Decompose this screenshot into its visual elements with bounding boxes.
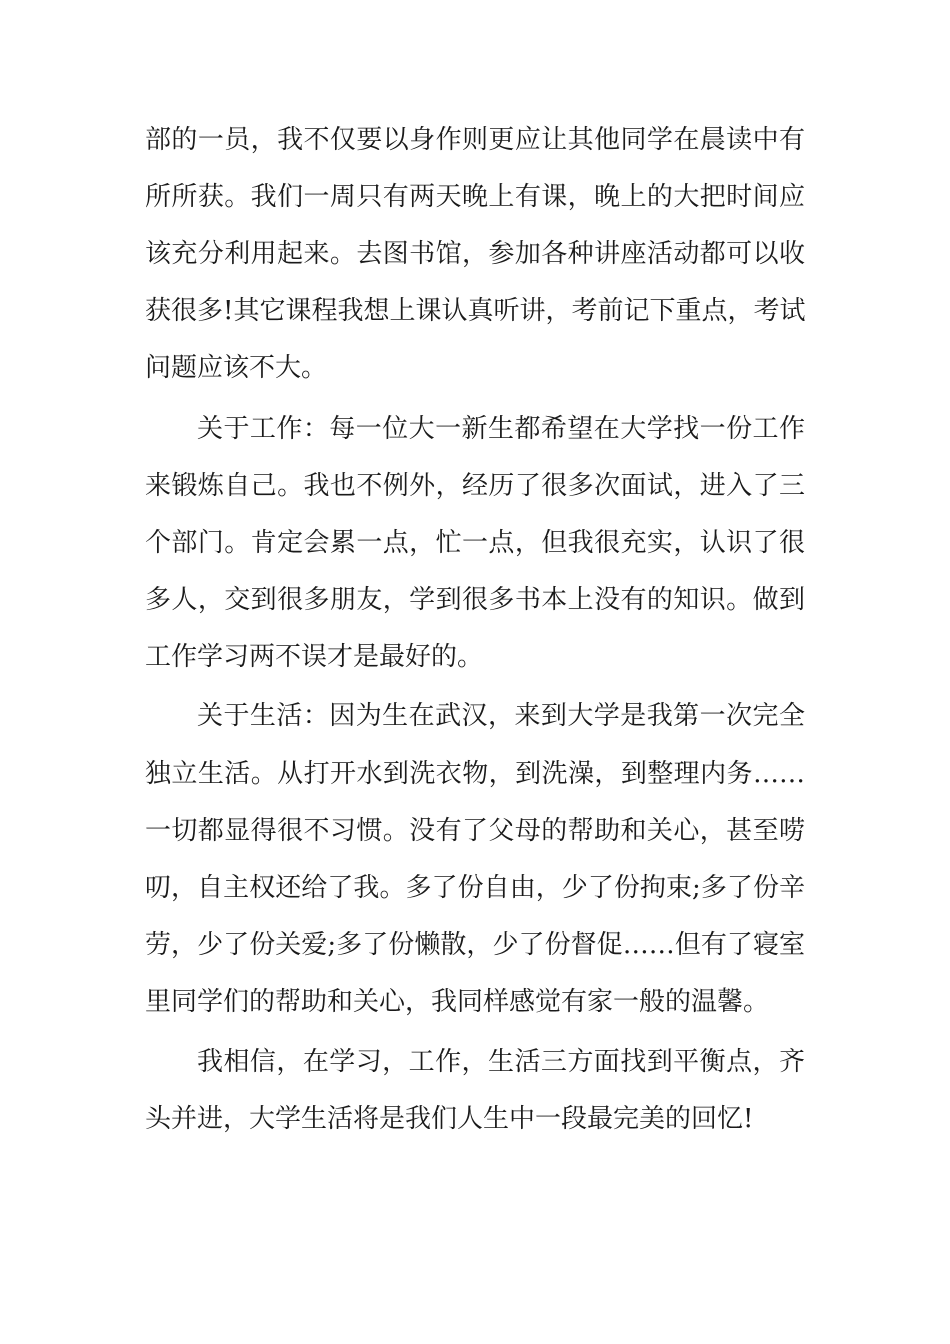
text-line: 来锻炼自己。我也不例外，经历了很多次面试，进入了三 xyxy=(145,471,805,501)
text-line: 叨，自主权还给了我。多了份自由，少了份拘束;多了份辛 xyxy=(145,873,805,903)
text-line: 头并进，大学生活将是我们人生中一段最完美的回忆! xyxy=(145,1104,754,1134)
text-line: 劳，少了份关爱;多了份懒散，少了份督促……但有了寝室 xyxy=(145,930,805,960)
text-line: 里同学们的帮助和关心，我同样感觉有家一般的温馨。 xyxy=(145,987,770,1017)
text-line: 个部门。肯定会累一点，忙一点，但我很充实，认识了很 xyxy=(145,528,805,558)
text-line: 该充分利用起来。去图书馆，参加各种讲座活动都可以收 xyxy=(145,239,805,269)
text-line: 多人，交到很多朋友，学到很多书本上没有的知识。做到 xyxy=(145,585,805,615)
text-line: 问题应该不大。 xyxy=(145,353,328,383)
text-line: 关于生活：因为生在武汉，来到大学是我第一次完全 xyxy=(197,701,805,731)
text-line: 我相信，在学习，工作，生活三方面找到平衡点，齐 xyxy=(197,1047,805,1077)
text-line: 独立生活。从打开水到洗衣物，到洗澡，到整理内务…… xyxy=(145,759,805,789)
text-line: 所所获。我们一周只有两天晚上有课，晚上的大把时间应 xyxy=(145,182,805,212)
text-line: 关于工作：每一位大一新生都希望在大学找一份工作 xyxy=(197,414,805,444)
text-line: 获很多!其它课程我想上课认真听讲，考前记下重点，考试 xyxy=(145,296,806,326)
text-line: 一切都显得很不习惯。没有了父母的帮助和关心，甚至唠 xyxy=(145,816,805,846)
text-line: 工作学习两不误才是最好的。 xyxy=(145,642,484,672)
text-line: 部的一员，我不仅要以身作则更应让其他同学在晨读中有 xyxy=(145,125,805,155)
